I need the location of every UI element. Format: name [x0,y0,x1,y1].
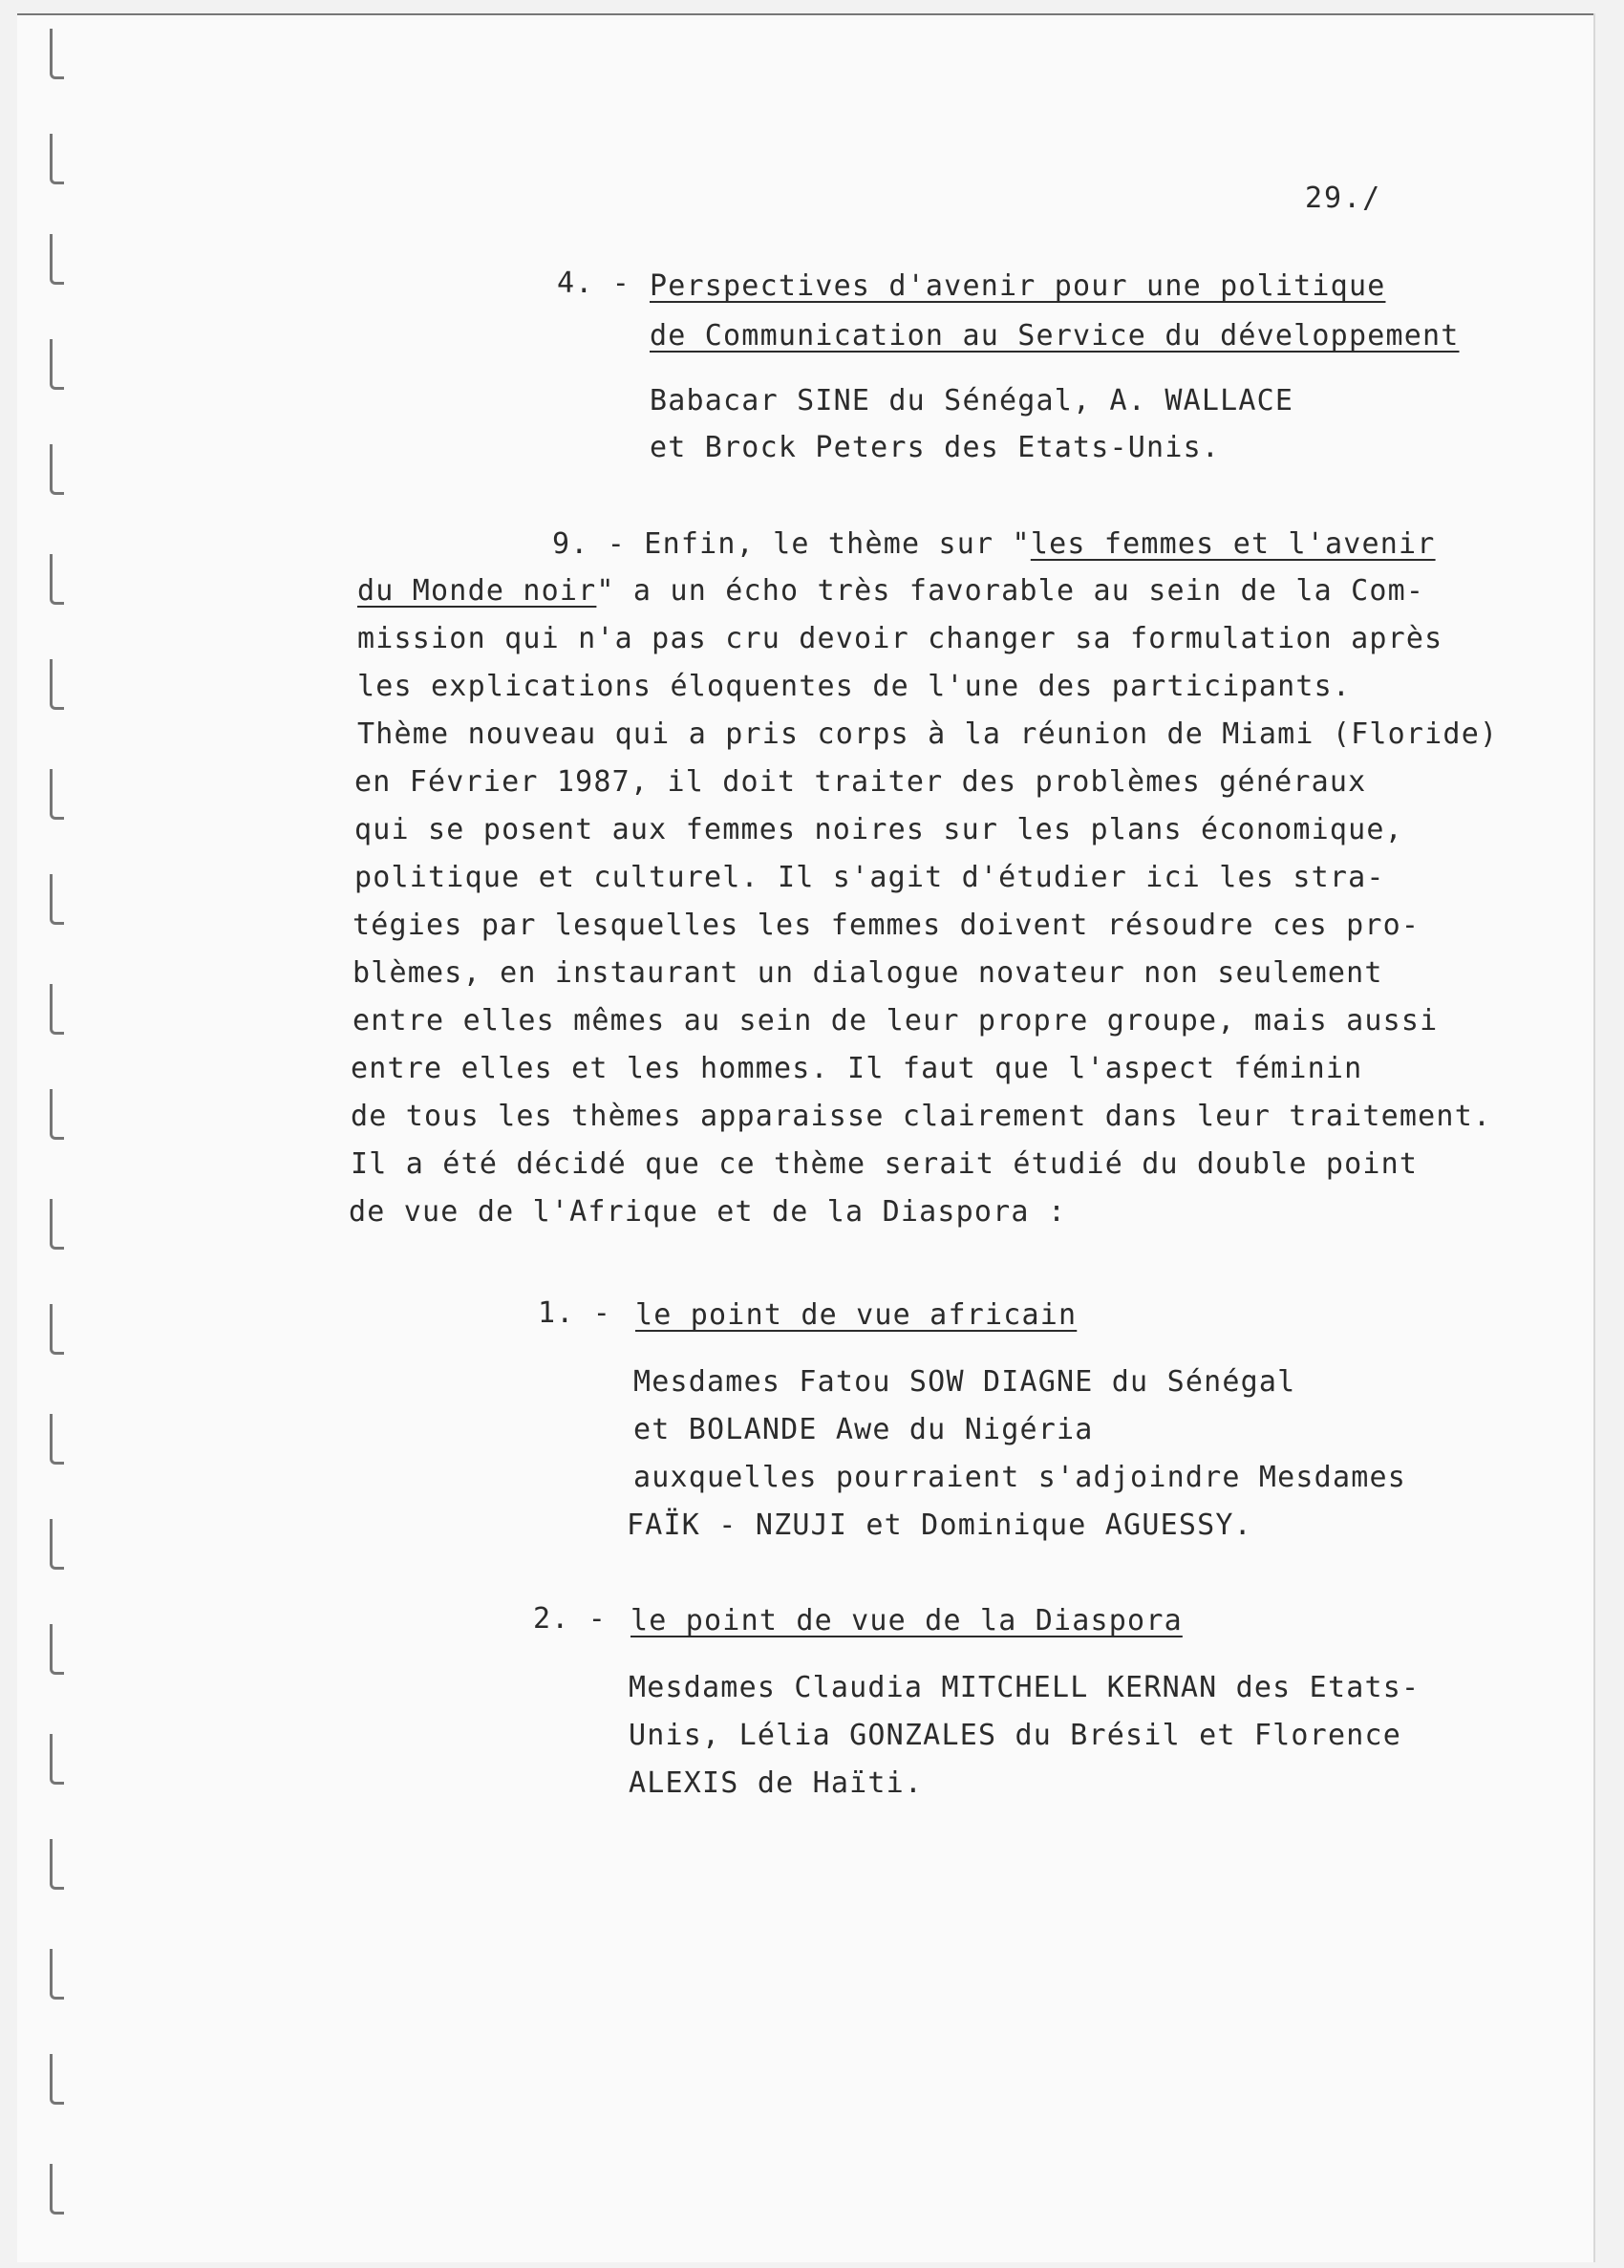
binder-hole [50,1734,64,1785]
para9-line2-rest: " a un écho très favorable au sein de la Com- [596,574,1425,608]
section4-number: 4. - [557,267,631,300]
binder-hole [50,134,64,184]
binder-hole [50,1519,64,1570]
para9-line: mission qui n'a pas cru devoir changer sa formulation après [357,622,1443,655]
item2-line: Mesdames Claudia MITCHELL KERNAN des Etats- [629,1671,1421,1704]
para9-line1 [552,528,1436,561]
para9-line: politique et culturel. Il s'agit d'étudier ici les stra- [354,861,1385,894]
item1-title: le point de vue africain [635,1298,1078,1332]
item1-number: 1. - [538,1296,612,1330]
item2-title: le point de vue de la Diaspora [630,1604,1183,1637]
binder-hole [50,1414,64,1465]
binder-hole [50,2164,64,2215]
binder-hole [50,874,64,925]
binder-hole [50,659,64,710]
para9-line: en Février 1987, il doit traiter des problèmes généraux [354,765,1367,799]
binder-hole [50,769,64,820]
para9-lead: 9. - Enfin, le thème sur " [552,527,1031,561]
item1-line: FAÏK - NZUJI et Dominique AGUESSY. [627,1508,1252,1542]
binder-hole [50,1839,64,1890]
binder-hole [50,29,64,79]
para9-theme-part2: du Monde noir [357,574,597,608]
item1-line: et BOLANDE Awe du Nigéria [633,1413,1094,1446]
binder-hole [50,984,64,1035]
section4-people-line1: Babacar SINE du Sénégal, A. WALLACE [650,384,1294,417]
para9-line: les explications éloquentes de l'une des participants. [357,670,1352,703]
binder-hole [50,1089,64,1140]
binder-hole [50,1949,64,2000]
para9-line: Thème nouveau qui a pris corps à la réunion de Miami (Floride) [357,717,1499,751]
para9-line: de vue de l'Afrique et de la Diaspora : [349,1195,1067,1229]
binder-hole [50,444,64,495]
para9-line: entre elles et les hommes. Il faut que l'aspect féminin [351,1052,1363,1085]
section4-title-line2: de Communication au Service du développement [650,319,1460,353]
para9-line: Il a été décidé que ce thème serait étudié du double point [351,1147,1419,1181]
section4-people-line2: et Brock Peters des Etats-Unis. [650,431,1221,464]
para9-line: entre elles mêmes au sein de leur propre groupe, mais aussi [353,1004,1439,1038]
item1-line: auxquelles pourraient s'adjoindre Mesdames [633,1461,1406,1494]
binder-hole [50,1199,64,1250]
binder-hole [50,339,64,390]
para9-line: blèmes, en instaurant un dialogue novateur non seulement [353,956,1383,990]
page-number: 29./ [1305,182,1382,215]
binder-hole [50,234,64,285]
para9-line: qui se posent aux femmes noires sur les plans économique, [354,813,1403,846]
para9-line2 [357,575,1424,608]
section4-title-line1: Perspectives d'avenir pour une politique [650,269,1386,303]
item1-line: Mesdames Fatou SOW DIAGNE du Sénégal [633,1365,1296,1399]
para9-line: de tous les thèmes apparaisse clairement dans leur traitement. [351,1100,1492,1133]
item2-line: Unis, Lélia GONZALES du Brésil et Florence [629,1719,1401,1752]
binder-hole [50,2054,64,2105]
binder-hole [50,554,64,605]
item2-number: 2. - [533,1602,608,1636]
binder-hole [50,1304,64,1355]
binder-hole [50,1624,64,1675]
para9-theme-part1: les femmes et l'avenir [1030,527,1436,561]
item2-line: ALEXIS de Haïti. [629,1766,924,1800]
para9-line: tégies par lesquelles les femmes doivent résoudre ces pro- [353,909,1421,942]
